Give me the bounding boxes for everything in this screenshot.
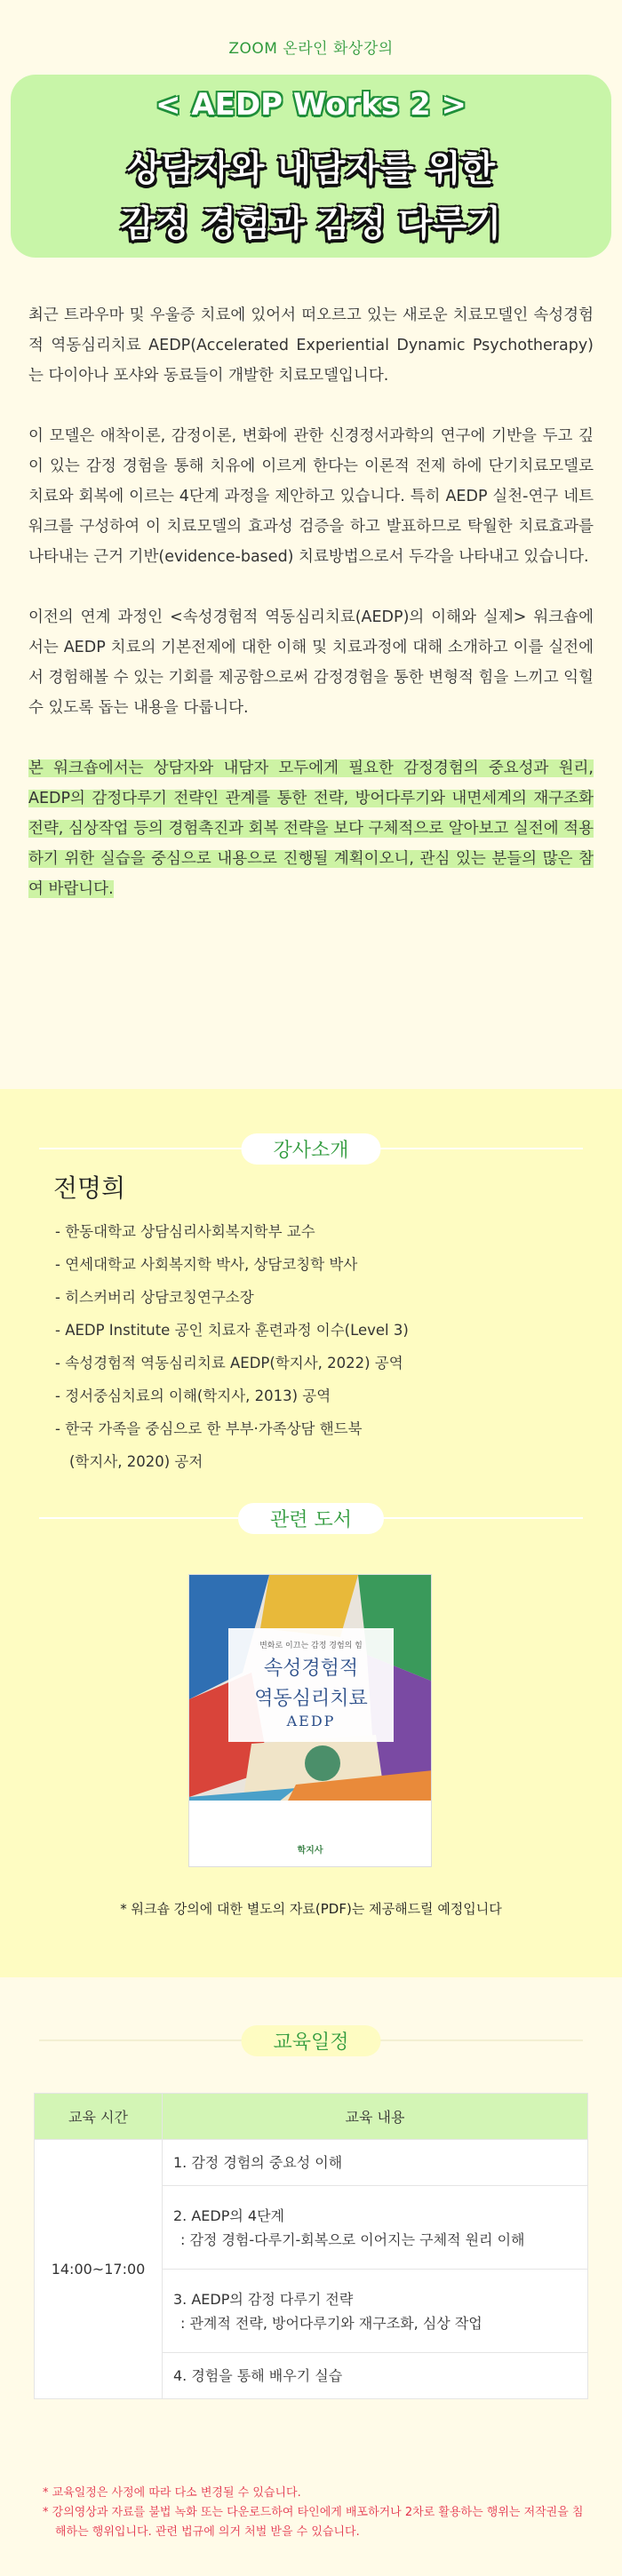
schedule-item-1	[163, 2140, 588, 2186]
career-item: - 속성경험적 역동심리치료 AEDP(학지사, 2022) 공역	[55, 1355, 403, 1371]
book-cover-bottom	[189, 1801, 431, 1866]
instructor-heading	[39, 1133, 583, 1164]
schedule-section	[0, 1977, 622, 2576]
book-title: 관련 도서	[238, 1503, 384, 1534]
item-main: 3. AEDP의 감정 다루기 전략	[173, 2290, 354, 2308]
schedule-item-4	[163, 2353, 588, 2399]
instructor-name: 전명희	[53, 1173, 126, 1203]
note-item: * 교육일정은 사정에 따라 다소 변경될 수 있습니다.	[43, 2486, 301, 2500]
item-main: 4. 경험을 통해 배우기 실습	[173, 2367, 343, 2384]
intro-paragraph-2: 이 모델은 애착이론, 감정이론, 변화에 관한 신경정서과학의 연구에 기반을 두고 깊이 있는 감정 경험을 통해 치유에 이르게 한다는 이론적 전제 하에 단기치료모델로 치료와 회복에 이르는 4단계 과정을 제안하고 있습니다. 특히 AEDP 실천-연구 네트워크를 구성하여 이 치료모델의 효과성 검증을 하고 발표하므로 탁월한 치료효과를 나타내는 근거 기반(evidence-based) 치료방법으로서 두각을 나타내고 있습니다.	[28, 427, 594, 566]
item-main: 1. 감정 경험의 중요성 이해	[173, 2154, 343, 2171]
table-header-row	[35, 2094, 588, 2140]
intro-paragraph-4	[28, 753, 594, 904]
book-cover-title-1: 속성경험적	[263, 1658, 359, 1680]
zoom-label: ZOOM 온라인 화상강의	[228, 40, 394, 58]
title-english: < AEDP Works 2 >	[156, 87, 466, 123]
career-item: - 한동대학교 상담심리사회복지학부 교수	[55, 1223, 315, 1240]
career-item: - AEDP Institute 공인 치료자 훈련과정 이수(Level 3)	[55, 1322, 409, 1339]
header	[0, 0, 622, 266]
intro-paragraph-3: 이전의 연계 과정인 <속성경험적 역동심리치료(AEDP)의 이해와 실제> 워크숍에서는 AEDP 치료의 기본전제에 대한 이해 및 치료과정에 대해 소개하고 이를 실전에서 경험해볼 수 있는 기회를 제공함으로써 감정경험을 통한 변형적 힘을 느끼고 익힐 수 있도록 돕는 내용을 다룹니다.	[28, 608, 594, 717]
instructor-section	[0, 1089, 622, 1977]
item-main: 2. AEDP의 4단계	[173, 2206, 285, 2224]
item-sub: : 감정 경험-다루기-회복으로 이어지는 구체적 원리 이해	[180, 2230, 525, 2248]
schedule-item-2	[163, 2186, 588, 2270]
book-publisher: 학지사	[297, 1846, 323, 1856]
schedule-heading	[39, 2025, 583, 2055]
schedule-item-3	[163, 2270, 588, 2353]
intro-section	[28, 300, 594, 934]
schedule-title: 교육일정	[241, 2025, 380, 2056]
book-cover-subtitle: 변화로 이끄는 감정 경험의 힘	[259, 1642, 363, 1650]
book-note: * 워크숍 강의에 대한 별도의 자료(PDF)는 제공해드릴 예정입니다	[120, 1901, 502, 1917]
book-cover-title-en: AEDP	[286, 1713, 336, 1729]
table-row	[35, 2140, 588, 2186]
career-item: (학지사, 2020) 공저	[69, 1453, 203, 1470]
title-korean-line2: 감정 경험과 감정 다루기	[120, 203, 502, 244]
career-item: - 정서중심치료의 이해(학지사, 2013) 공역	[55, 1387, 331, 1404]
schedule-time: 14:00~17:00	[35, 2140, 163, 2399]
schedule-table	[34, 2093, 588, 2399]
book-cover-title-card	[228, 1628, 394, 1742]
schedule-notes	[43, 2484, 594, 2542]
career-item: - 연세대학교 사회복지학 박사, 상담코칭학 박사	[55, 1256, 358, 1273]
instructor-career-list	[55, 1215, 588, 1478]
title-korean-line1: 상담자와 내담자를 위한	[126, 148, 496, 189]
instructor-title: 강사소개	[241, 1133, 380, 1165]
item-sub: : 관계적 전략, 방어다루기와 재구조화, 심상 작업	[180, 2314, 482, 2332]
col-content-header: 교육 내용	[163, 2094, 588, 2140]
book-cover-title-2: 역동심리치료	[254, 1688, 368, 1710]
col-time-header: 교육 시간	[35, 2094, 163, 2140]
career-item: - 히스커버리 상담코칭연구소장	[55, 1289, 254, 1306]
book-heading	[39, 1503, 583, 1533]
book-cover-image	[188, 1574, 432, 1867]
title-box	[11, 75, 611, 258]
intro-paragraph-1: 최근 트라우마 및 우울증 치료에 있어서 떠오르고 있는 새로운 치료모델인 속성경험적 역동심리치료 AEDP(Accelerated Experiential Dynamic Psychotherapy)는 다이아나 포샤와 동료들이 개발한 치료모델입니다.	[28, 306, 594, 385]
career-item: - 한국 가족을 중심으로 한 부부·가족상담 핸드북	[55, 1420, 363, 1437]
note-item: * 강의영상과 자료를 불법 녹화 또는 다운로드하여 타인에게 배포하거나 2차로 활용하는 행위는 저작권을 침해하는 행위입니다. 관련 법규에 의거 처벌 받을 수 있습니다.	[43, 2506, 584, 2539]
highlighted-text: 본 워크숍에서는 상담자와 내담자 모두에게 필요한 감정경험의 중요성과 원리, AEDP의 감정다루기 전략인 관계를 통한 전략, 방어다루기와 내면세계의 재구조화 전략, 심상작업 등의 경험촉진과 회복 전략을 보다 구체적으로 알아보고 실전에 적용하기 위한 실습을 중심으로 내용으로 진행될 계획이오니, 관심 있는 분들의 많은 참여 바랍니다.	[28, 759, 594, 898]
